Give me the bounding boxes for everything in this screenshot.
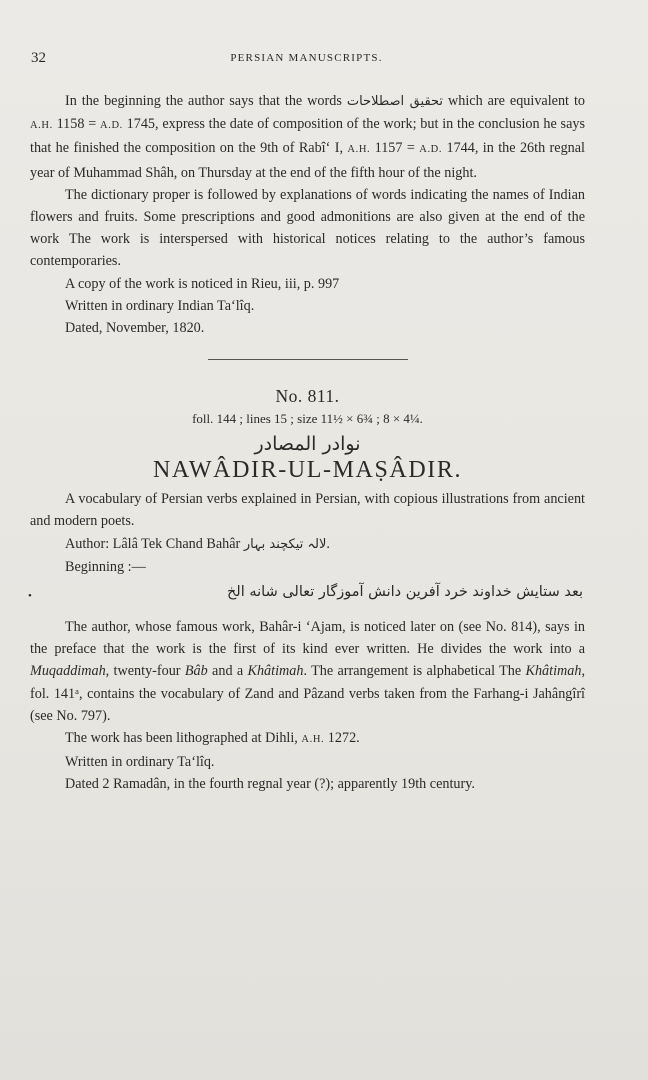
prev-entry-script-note: Written in ordinary Indian Ta‘lîq. [65, 297, 255, 314]
text-run: which are equivalent to [443, 93, 585, 109]
text-run: 1745, express the date of composition of the work; but in the conclusion he says that he finished the composition on the 9th of Rabî‘ I, [30, 116, 585, 157]
italic-term: Muqaddimah [30, 663, 106, 680]
entry-persian-title: نوادر المصادر [254, 433, 361, 456]
running-title: PERSIAN MANUSCRIPTS. [230, 52, 383, 64]
entry-beginning-text: بعد ستایش خداوند خرد آفرین دانش آموزگار تعالی شانه الخ [226, 584, 583, 601]
text-run: , fol. 141ᵃ, contains the vocabulary of Zand and Pâzand verbs taken from the Farhang-i Jahângîrî (see No. 797). [30, 663, 585, 724]
text-run: The author, whose famous work, Bahâr-i ‘Ajam, is noticed later on (see No. 814), says in the preface that the work is the first of its kind ever written. He divides the work into a [30, 619, 585, 658]
beginning-mark: • [28, 590, 32, 603]
text-run: and a [207, 663, 248, 680]
text-run: . [326, 535, 330, 552]
text-run: 1158 = [52, 116, 101, 133]
entry-script-note: Written in ordinary Ta‘lîq. [65, 754, 215, 771]
text-run: , twenty-four [105, 663, 185, 680]
page-body [30, 90, 585, 796]
entry-number: No. 811. [275, 386, 340, 407]
text-run: A.H. [301, 734, 325, 746]
text-run: A.D. [419, 144, 443, 156]
text-run: . The arrangement is alphabetical The [303, 663, 526, 680]
text-run: 1157 = [370, 140, 420, 157]
entry-author [30, 533, 585, 556]
entry-lithograph-note [30, 727, 585, 751]
text-run: In the beginning the author says that the words [65, 93, 347, 109]
entry-description: A vocabulary of Persian verbs explained in Persian, with copious illustrations from ancient and modern poets. [30, 491, 585, 530]
text-run: 1272. [324, 730, 360, 747]
prev-entry-copy-note: A copy of the work is noticed in Rieu, iii, p. 997 [65, 275, 340, 292]
prev-entry-paragraph-2: The dictionary proper is followed by explanations of words indicating the names of Indian flowers and fruits. Some prescriptions and good admonitions are also given at the end of the work The work is interspersed with historical notices relating to the author’s famous contemporaries. [30, 186, 585, 270]
persian-inline-text: تحقیق اصطلاحات [346, 94, 444, 109]
entry-paragraph-1 [30, 616, 585, 727]
italic-term: Khâtimah [247, 663, 304, 680]
italic-term: Khâtimah [525, 663, 582, 680]
text-run: A.H. [347, 144, 371, 156]
entry-beginning-line [30, 584, 585, 612]
persian-inline-text: لالہ تیکچند بہار [243, 536, 327, 552]
text-run: A.D. [100, 120, 123, 132]
text-run: A.H. [30, 120, 53, 132]
entry-beginning-label: Beginning :— [65, 558, 146, 575]
prev-entry-date: Dated, November, 1820. [65, 320, 205, 337]
text-run: The work has been lithographed at Dihli, [65, 730, 302, 747]
entry-title: NAWÂDIR-UL-MAṢÂDIR. [152, 457, 463, 484]
page-header [31, 50, 582, 70]
text-run: Author: Lâlâ Tek Chand Bahâr [65, 535, 244, 552]
entry-date: Dated 2 Ramadân, in the fourth regnal year (?); apparently 19th century. [65, 776, 475, 793]
prev-entry-paragraph-1 [30, 90, 585, 184]
italic-term: Bâb [184, 663, 208, 680]
text-run: 1744, in the 26th regnal year of Muhammad Shâh, on Thursday at the end of the fifth hour of the night. [30, 140, 585, 181]
page-number: 32 [31, 50, 46, 66]
entry-collation: foll. 144 ; lines 15 ; size 11½ × 6¾ ; 8 × 4¼. [192, 411, 423, 427]
